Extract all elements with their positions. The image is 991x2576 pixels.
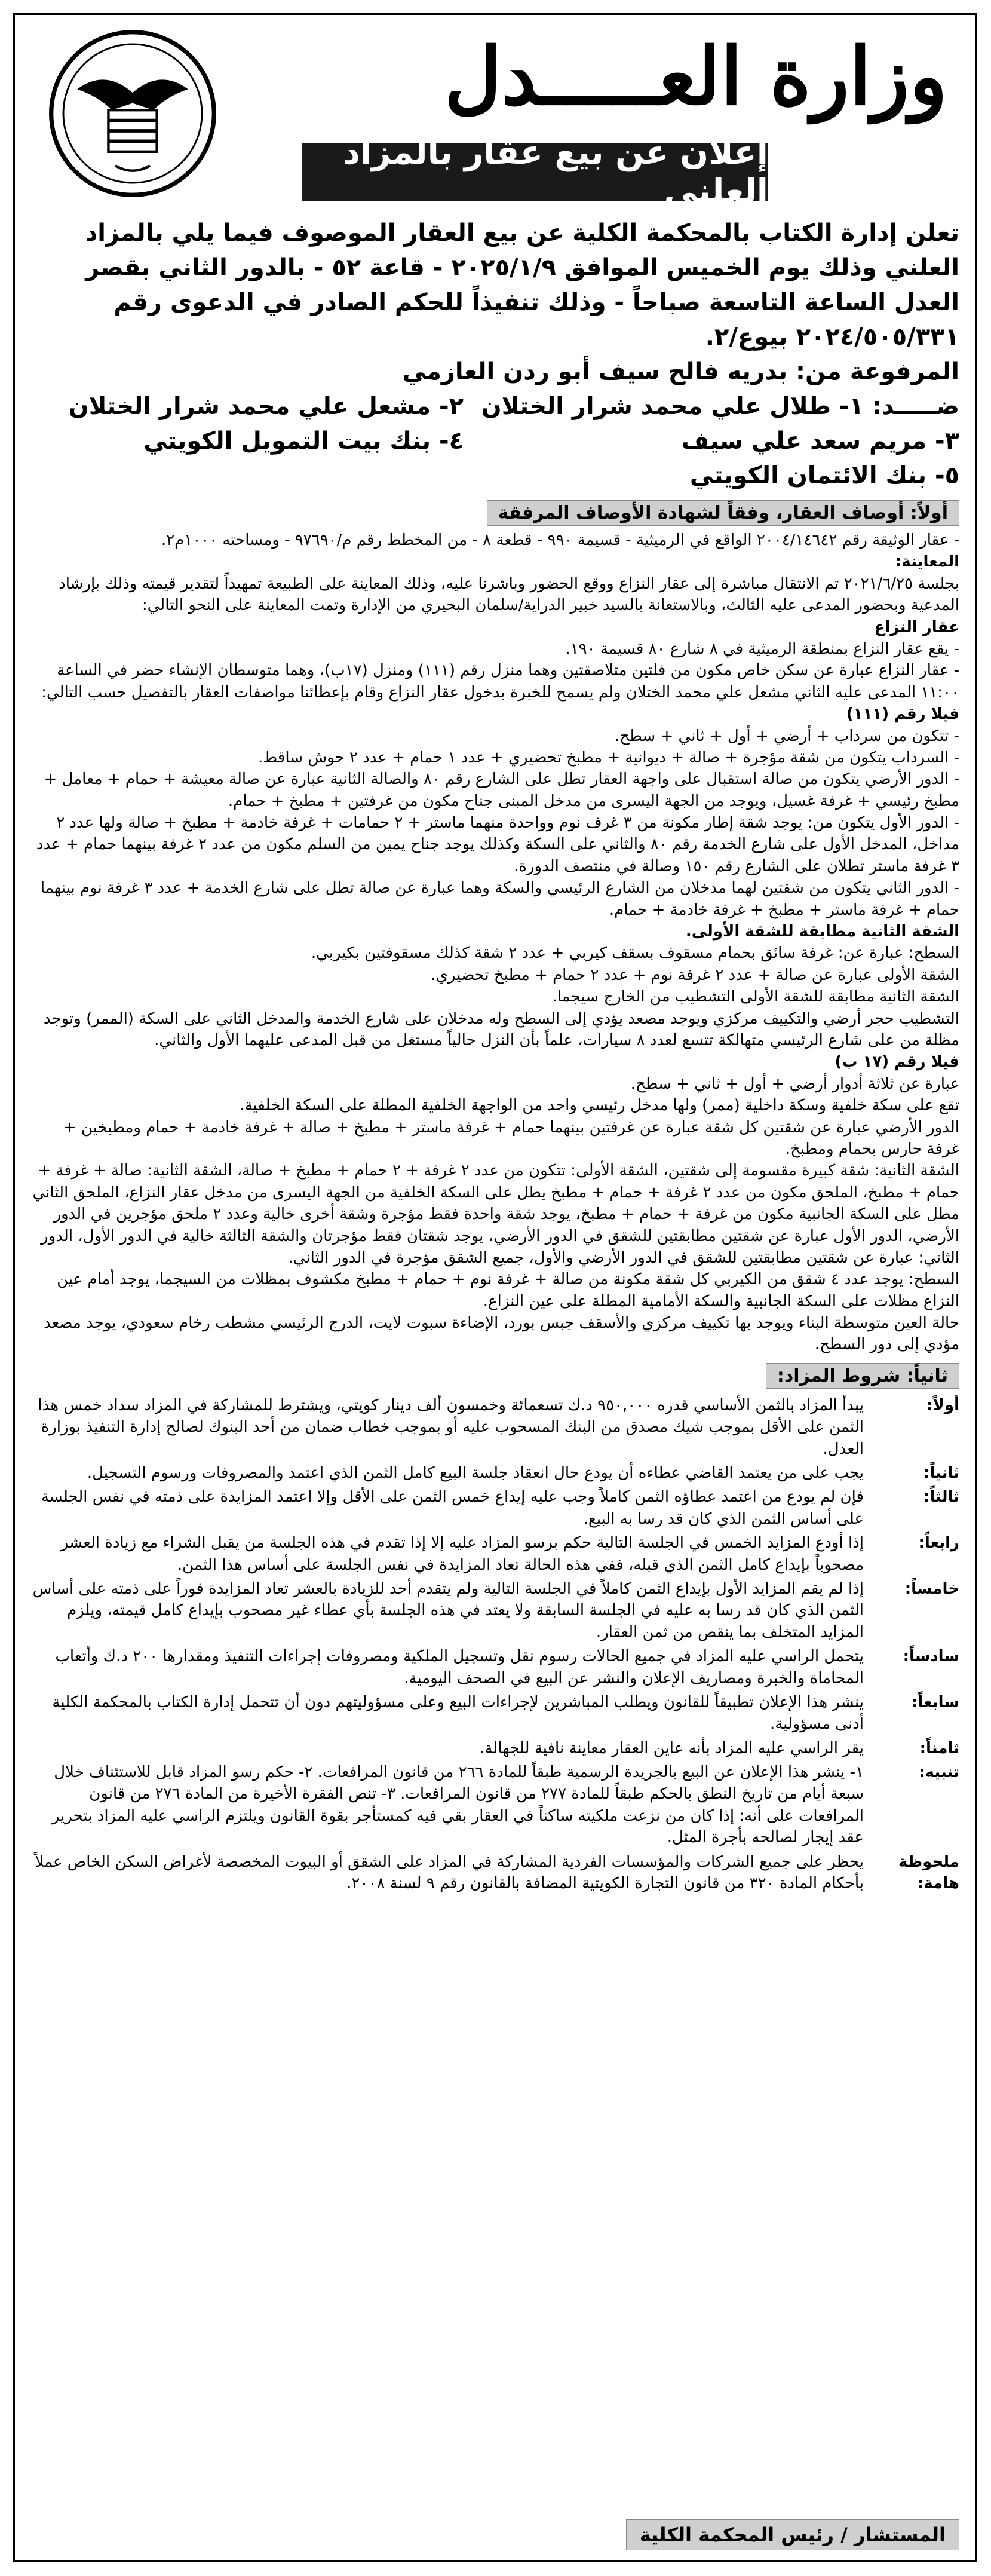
property-paragraph: - الدور الأرضي يتكون من صالة استقبال على واجهة العقار تطل على الشارع رقم ٨٠ والصالة الثانية عبارة عن صالة معيشة + حمام + معامل + مطبخ رئيسي + غرفة غسيل، ويوجد من الجهة اليسرى من مدخل المبنى جناح مكون من غرفتين + مطبخ + حمام. bbox=[44, 770, 959, 810]
property-subheading: فيلا رقم (١٧ ب) bbox=[834, 1053, 959, 1071]
condition-item bbox=[30, 1532, 959, 1576]
condition-item bbox=[30, 1646, 959, 1689]
court-president-signature: المستشار / رئيس المحكمة الكلية bbox=[626, 2519, 959, 2550]
ministry-title: وزارة العـــــدل bbox=[444, 30, 947, 123]
condition-text: ١- ينشر هذا الإعلان عن البيع بالجريدة الرسمية طبقاً للمادة ٢٦٦ من قانون المرافعات. ٢- حكم رسو المزاد قابل للاستئناف خلال سبعة أيام من تاريخ النطق بالحكم طبقاً للمادة ٢٧٧ من قانون المرافعات. ٣- تنص الفقرة الأخيرة من المادة ٢٧٦ من قانون المرافعات على أنه: إذا كان من نزعت ملكيته ساكناً في العقار بقي فيه كمستأجر بقوة القانون ويلتزم الراسي عليه المزاد بتحرير عقد إيجار لصالحه بأجرة المثل. bbox=[51, 1763, 864, 1847]
auction-conditions bbox=[30, 1395, 959, 1895]
condition-label: تنبيه: bbox=[919, 1763, 959, 1782]
condition-item bbox=[30, 1486, 959, 1530]
announcement-header bbox=[30, 15, 959, 212]
condition-text: يتحمل الراسي عليه المزاد في جميع الحالات رسوم نقل وتسجيل الملكية ومصروفات إجراءات التنفيذ ومقدارها ٢٠٠ د.ك وأتعاب المحاماة والخبرة ومصاريف الإعلان والنشر عن البيع في الصحف اليومية. bbox=[55, 1647, 864, 1687]
property-paragraph: - يقع عقار النزاع بمنطقة الرميثية في ٨ شارع ٨٠ قسيمة ١٩٠. bbox=[565, 639, 959, 658]
property-paragraph: تقع على سكة خلفية وسكة داخلية (ممر) ولها مدخل رئيسي واحد من الواجهة الخلفية المطلة على السكة الخلفية. bbox=[240, 1096, 959, 1115]
condition-item bbox=[30, 1738, 959, 1759]
announcement-banner: إعلان عن بيع عقار بالمزاد العلني bbox=[302, 143, 768, 201]
condition-text: إذا أودع المزايد الخمس في الجلسة التالية حكم برسو المزاد عليه إلا إذا تقدم في هذه الجلسة من يقبل الشراء مع زيادة العشر مصحوباً بإيداع كامل الثمن الذي قبله، ففي هذه الحالة تعاد المزايدة في نفس الجلسة على أساس هذا الثمن. bbox=[60, 1534, 864, 1574]
condition-text: ينشر هذا الإعلان تطبيقاً للقانون ويطلب المباشرين لإجراءات البيع وعلى مسؤوليتهم دون أن تتحمل إدارة الكتاب بالمحكمة الكلية أدنى مسؤولية. bbox=[52, 1693, 864, 1733]
condition-label: ثالثاً: bbox=[923, 1488, 959, 1506]
property-paragraph: الدور الأرضي عبارة عن شقتين كل شقة عبارة عن غرفتين بينهما حمام + غرفة ماستر + مطبخ + صالة + غرفة خادمة + حمام ومطبخين + غرفة حارس بحمام ومطبخ. bbox=[63, 1118, 959, 1158]
property-paragraph: الشقة الثانية مطابقة للشقة الأولى التشطيب من الخارج سيجما. bbox=[552, 988, 959, 1006]
condition-text: يبدأ المزاد بالثمن الأساسي قدره ٩٥٠,٠٠٠ د.ك تسعمائة وخمسون ألف دينار كويتي، ويشترط للمشاركة في المزاد سداد خمس هذا الثمن على الأقل بموجب شيك مصدق من البنك المسحوب عليه أو بموجب خطاب ضمان من أحد البنوك لصالح إدارة التنفيذ بوزارة العدل. bbox=[38, 1396, 864, 1458]
property-paragraph: - تتكون من سرداب + أرضي + أول + ثاني + سطح. bbox=[615, 727, 959, 745]
condition-item bbox=[30, 1692, 959, 1735]
property-description bbox=[30, 529, 959, 1356]
condition-label: ثامناً: bbox=[919, 1739, 959, 1757]
property-subheading: عقار النزاع bbox=[874, 618, 959, 636]
property-paragraph: حالة العين متوسطة البناء ويوجد بها تكييف مركزي والأسقف جبس بورد، الإضاءة سبوت لايت، الدرج الرئيسي مشطب رخام سعودي، يوجد مصعد مؤدي إلى دور السطح. bbox=[44, 1314, 959, 1354]
property-subheading: المعاينة: bbox=[895, 553, 959, 571]
plaintiff: المرفوعة من: بدريه فالح سيف أبو ردن العازمي bbox=[402, 358, 959, 385]
condition-label: رابعاً: bbox=[918, 1534, 959, 1552]
condition-text: فإن لم يودع من اعتمد عطاؤه الثمن كاملاً وجب عليه إيداع خمس الثمن على الأقل وإلا اعتمد المزايدة على ذمته في نفس الجلسة على أساس الثمن الذي كان قد رسا به البيع. bbox=[41, 1488, 864, 1528]
defendant-2: ٢- مشعل علي محمد شرار الختلان bbox=[68, 393, 464, 420]
property-paragraph: - الدور الثاني يتكون من شقتين لهما مدخلان من الشارع الرئيسي والسكة وهما عبارة عن صالة تطل على شارع الخدمة + عدد ٣ غرفة نوم بينهما حمام + غرفة ماستر + مطبخ + غرفة خادمة + حمام. bbox=[40, 879, 959, 919]
property-subheading: فيلا رقم (١١١) bbox=[846, 705, 959, 724]
property-paragraph: بجلسة ٢٠٢١/٦/٢٥ تم الانتقال مباشرة إلى عقار النزاع ووقع الحضور وباشرنا عليه، وذلك المعاينة على الطبيعة تمهيداً لتقدير قيمته وذلك بإرشاد المدعية وبحضور المدعى عليه الثالث، وبالاستعانة بالسيد خبير الدراية/سلمان البحيري من الإدارة وتمت المعاينة على النحو التالي: bbox=[59, 574, 959, 615]
condition-item bbox=[30, 1762, 959, 1849]
condition-item bbox=[30, 1578, 959, 1643]
condition-label: سادساً: bbox=[903, 1647, 959, 1666]
kuwait-emblem-icon bbox=[46, 27, 219, 200]
property-paragraph: عبارة عن ثلاثة أدوار أرضي + أول + ثاني + سطح. bbox=[630, 1074, 959, 1093]
announcement-page bbox=[13, 13, 977, 2562]
condition-item bbox=[30, 1462, 959, 1484]
condition-item bbox=[30, 1851, 959, 1895]
defendant-4: ٤- بنك بيت التمويل الكويتي bbox=[143, 427, 464, 455]
condition-text: يقر الراسي عليه المزاد بأنه عاين العقار معاينة نافية للجهالة. bbox=[480, 1739, 864, 1757]
property-paragraph: الشقة الأولى عبارة عن صالة + عدد ٢ غرفة نوم + عدد ٢ حمام + مطبخ تحضيري. bbox=[431, 966, 959, 984]
condition-label: سابعاً: bbox=[912, 1693, 959, 1711]
section-heading-property: أولاً: أوصاف العقار، وفقاً لشهادة الأوصاف المرفقة bbox=[487, 500, 959, 526]
condition-label: أولاً: bbox=[926, 1396, 959, 1414]
condition-text: يجب على من يعتمد القاضي عطاءه أن يودع حال انعقاد جلسة البيع كامل الثمن الذي اعتمد والمصروفات ورسوم التسجيل. bbox=[87, 1464, 864, 1482]
property-paragraph: السطح: يوجد عدد ٤ شقق من الكيربي كل شقة مكونة من صالة + غرفة نوم + حمام + مطبخ مكشوف بمظلات من السيجما، يوجد أمام عين النزاع مظلات على السكة الجانبية والسكة الأمامية المطلة على عين النزاع. bbox=[57, 1270, 959, 1310]
property-subheading: الشقة الثانية مطابقة للشقة الأولى. bbox=[685, 923, 959, 941]
condition-label: خامساً: bbox=[904, 1579, 959, 1598]
condition-item bbox=[30, 1395, 959, 1460]
property-paragraph: - الدور الأول يتكون من: يوجد شقة إطار مكونة من ٣ غرف نوم وواحدة منهما ماستر + ٢ حمامات + غرفة خادمة + مطبخ + صالة ولها عدد ٢ مداخل، المدخل الأول على شارع الخدمة رقم ٨٠ والثاني على السكة وكذلك يوجد جناح يمين من السلم مكون من عدد ٢ غرفة بينهما حمام + عدد ٣ غرفة ماستر تطلان على الشارع رقم ١٥٠ وصالة في منتصف الدورة. bbox=[36, 814, 959, 875]
case-parties bbox=[30, 354, 959, 493]
property-paragraph: - عقار الوثيقة رقم ٢٠٠٤/١٤٦٤٢ الواقع في الرميثية - قسيمة ٩٩٠ - قطعة ٨ - من المخطط رقم م/٩٧٦٩٠ - ومساحته ١٠٠٠م٢. bbox=[161, 531, 959, 549]
condition-label: ملحوظة هامة: bbox=[898, 1852, 959, 1893]
condition-text: إذا لم يقم المزايد الأول بإيداع الثمن كاملاً في الجلسة التالية ولم يتقدم أحد للزيادة بالعشر تعاد المزايدة فوراً على ذمته على أساس الثمن الذي كان قد رسا به عليه في الجلسة السابقة ولا يعتد في هذه الجلسة بأي عطاء غير مصحوب بإيداع كامل قيمته، ويلزم المزايد المتخلف بما ينقص من ثمن العقار. bbox=[32, 1579, 864, 1641]
condition-label: ثانياً: bbox=[923, 1464, 959, 1482]
property-paragraph: السطح: عبارة عن: غرفة سائق بحمام مسقوف بسقف كيربي + عدد ٢ شقة كذلك مسقوفتين بكيربي. bbox=[311, 944, 959, 963]
section-heading-conditions: ثانياً: شروط المزاد: bbox=[766, 1363, 959, 1389]
condition-text: يحظر على جميع الشركات والمؤسسات الفردية المشاركة في المزاد على الشقق أو البيوت المخصصة لأغراض السكن الخاص عملاً بأحكام المادة ٣٢٠ من قانون التجارة الكويتية المضافة بالقانون رقم ٩ لسنة ٢٠٠٨. bbox=[35, 1852, 864, 1893]
defendant-5: ٥- بنك الائتمان الكويتي bbox=[689, 462, 959, 489]
defendant-1: ضـــــد: ١- طلال علي محمد شرار الختلان bbox=[481, 393, 959, 420]
defendant-3: ٣- مريم سعد علي سيف bbox=[681, 427, 959, 455]
announcement-intro: تعلن إدارة الكتاب بالمحكمة الكلية عن بيع العقار الموصوف فيما يلي بالمزاد العلني وذلك يوم الخميس الموافق ٢٠٢٥/١/٩ - قاعة ٥٢ - بالدور الثاني بقصر العدل الساعة التاسعة صباحاً - وذلك تنفيذاً للحكم الصادر في الدعوى رقم ٢٠٢٤/٥٠٥/٣٣١ بيوع/٢. bbox=[85, 219, 959, 351]
property-paragraph: الشقة الثانية: شقة كبيرة مقسومة إلى شقتين، الشقة الأولى: تتكون من عدد ٢ غرفة + ٢ حمام + مطبخ + صالة، الشقة الثانية: صالة + غرفة + حمام + مطبخ، الملحق مكون من عدد ٢ غرفة + حمام + مطبخ يطل على السكة الخلفية من الجهة اليسرى من مدخل عقار النزاع، الملحق الثاني مطل على السكة الجانبية مكون من غرفة + حمام + مطبخ، يوجد شقة واحدة فقط مؤجرة وشقة أخرى خالية وعدد ٢ ملحق مؤجرين في الدور الأرضي، الدور الأول عبارة عن شقتين مطابقتين للشقق في الدور الأرضي، يوجد شقتان فقط مؤجرتان والشقة الثالثة خالية في الدور الأول، الدور الثاني: عبارة عن شقتين مطابقتين للشقق في الدور الأرضي والأول، جميع الشقق مؤجرة في الدور الثاني. bbox=[32, 1162, 959, 1267]
property-paragraph: التشطيب حجر أرضي والتكييف مركزي ويوجد مصعد يؤدي إلى السطح وله مدخلان على شارع الخدمة والمدخل الثاني على السكة (الممر) وتوجد مظلة من على شارع الرئيسي متهالكة تتسع لعدد ٨ سيارات، علماً بأن النزل حالياً مستغل من قبل المدعى عليهما الأول والثاني. bbox=[43, 1009, 959, 1049]
property-paragraph: - عقار النزاع عبارة عن سكن خاص مكون من فلتين متلاصقتين وهما منزل رقم (١١١) ومنزل (١٧ب)، وهما متوسطان الإنشاء حضر في الساعة ١١:٠٠ المدعى عليه الثاني مشعل علي محمد الختلان ولم يسمح للخبرة بدخول عقار النزاع وقام بإعطائنا مواصفات العقار بالتفصيل حسب التالي: bbox=[41, 661, 959, 702]
property-paragraph: - السرداب يتكون من شقة مؤجرة + صالة + ديوانية + مطبخ تحضيري + عدد ١ حمام + عدد ٢ حوش ساقط. bbox=[257, 748, 959, 767]
